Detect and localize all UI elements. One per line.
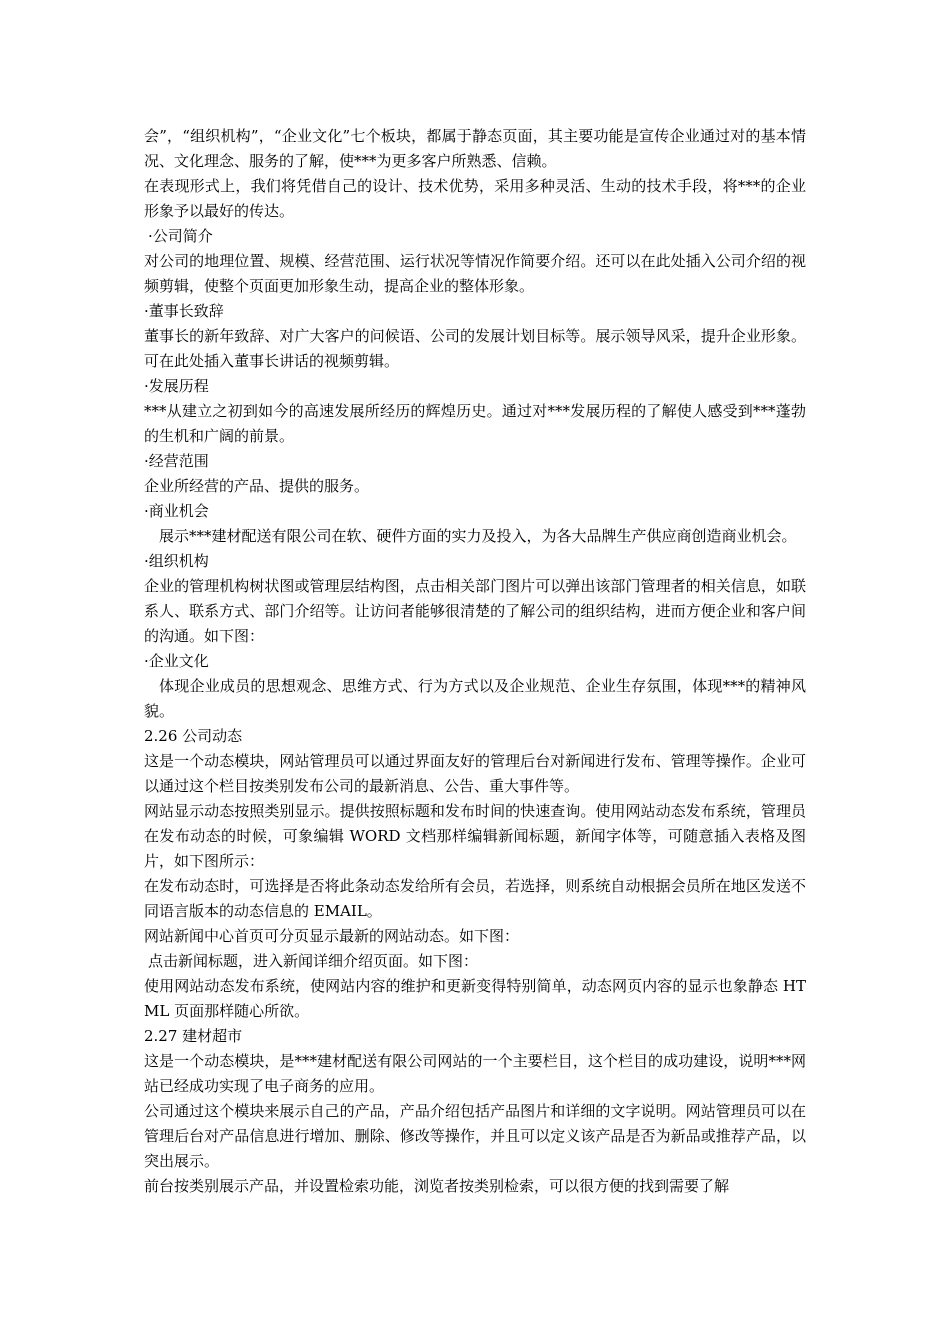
section-heading: ·董事长致辞 (144, 302, 224, 320)
paragraph: 体现企业成员的思想观念、思维方式、行为方式以及企业规范、企业生存氛围，体现***的精神风貌。 (144, 677, 806, 720)
section-heading: 2.27 建材超市 (144, 1027, 243, 1045)
paragraph: 使用网站动态发布系统，使网站内容的维护和更新变得特别简单，动态网页内容的显示也象静态 HTML 页面那样随心所欲。 (144, 977, 806, 1020)
paragraph: 会”，“组织机构”，“企业文化”七个板块，都属于静态页面，其主要功能是宣传企业通过对的基本情况、文化理念、服务的了解，使***为更多客户所熟悉、信赖。 (144, 127, 806, 170)
paragraph: 网站显示动态按照类别显示。提供按照标题和发布时间的快速查询。使用网站动态发布系统，管理员在发布动态的时候，可象编辑 WORD 文档那样编辑新闻标题，新闻字体等，可随意插入表格及图片，如下图所示： (144, 802, 806, 870)
paragraph: 公司通过这个模块来展示自己的产品，产品介绍包括产品图片和详细的文字说明。网站管理员可以在管理后台对产品信息进行增加、删除、修改等操作，并且可以定义该产品是否为新品或推荐产品，以突出展示。 (144, 1102, 806, 1170)
paragraph: 这是一个动态模块，是***建材配送有限公司网站的一个主要栏目，这个栏目的成功建设，说明***网站已经成功实现了电子商务的应用。 (144, 1052, 806, 1095)
paragraph: 点击新闻标题，进入新闻详细介绍页面。如下图： (148, 952, 479, 970)
section-heading: ·发展历程 (144, 377, 209, 395)
paragraph: 对公司的地理位置、规模、经营范围、运行状况等情况作简要介绍。还可以在此处插入公司介绍的视频剪辑，使整个页面更加形象生动，提高企业的整体形象。 (144, 252, 806, 295)
paragraph: 展示***建材配送有限公司在软、硬件方面的实力及投入，为各大品牌生产供应商创造商业机会。 (159, 527, 797, 545)
section-heading: ·企业文化 (144, 652, 209, 670)
paragraph: 在表现形式上，我们将凭借自己的设计、技术优势，采用多种灵活、生动的技术手段，将***的企业形象予以最好的传达。 (144, 177, 806, 220)
section-heading: ·商业机会 (144, 502, 209, 520)
document-body (144, 124, 806, 1199)
section-heading: ·公司简介 (148, 227, 213, 245)
section-heading: ·组织机构 (144, 552, 209, 570)
paragraph: 董事长的新年致辞、对广大客户的问候语、公司的发展计划目标等。展示领导风采，提升企业形象。可在此处插入董事长讲话的视频剪辑。 (144, 327, 806, 370)
paragraph: 这是一个动态模块，网站管理员可以通过界面友好的管理后台对新闻进行发布、管理等操作。企业可以通过这个栏目按类别发布公司的最新消息、公告、重大事件等。 (144, 752, 806, 795)
paragraph: 在发布动态时，可选择是否将此条动态发给所有会员，若选择，则系统自动根据会员所在地区发送不同语言版本的动态信息的 EMAIL。 (144, 877, 806, 920)
paragraph: ***从建立之初到如今的高速发展所经历的辉煌历史。通过对***发展历程的了解使人感受到***蓬勃的生机和广阔的前景。 (144, 402, 806, 445)
paragraph: 前台按类别展示产品，并设置检索功能，浏览者按类别检索，可以很方便的找到需要了解 (144, 1177, 730, 1195)
section-heading: ·经营范围 (144, 452, 209, 470)
paragraph: 企业所经营的产品、提供的服务。 (144, 477, 370, 495)
paragraph: 网站新闻中心首页可分页显示最新的网站动态。如下图： (144, 927, 520, 945)
section-heading: 2.26 公司动态 (144, 727, 243, 745)
paragraph: 企业的管理机构树状图或管理层结构图，点击相关部门图片可以弹出该部门管理者的相关信息，如联系人、联系方式、部门介绍等。让访问者能够很清楚的了解公司的组织结构，进而方便企业和客户间的沟通。如下图： (144, 577, 806, 645)
